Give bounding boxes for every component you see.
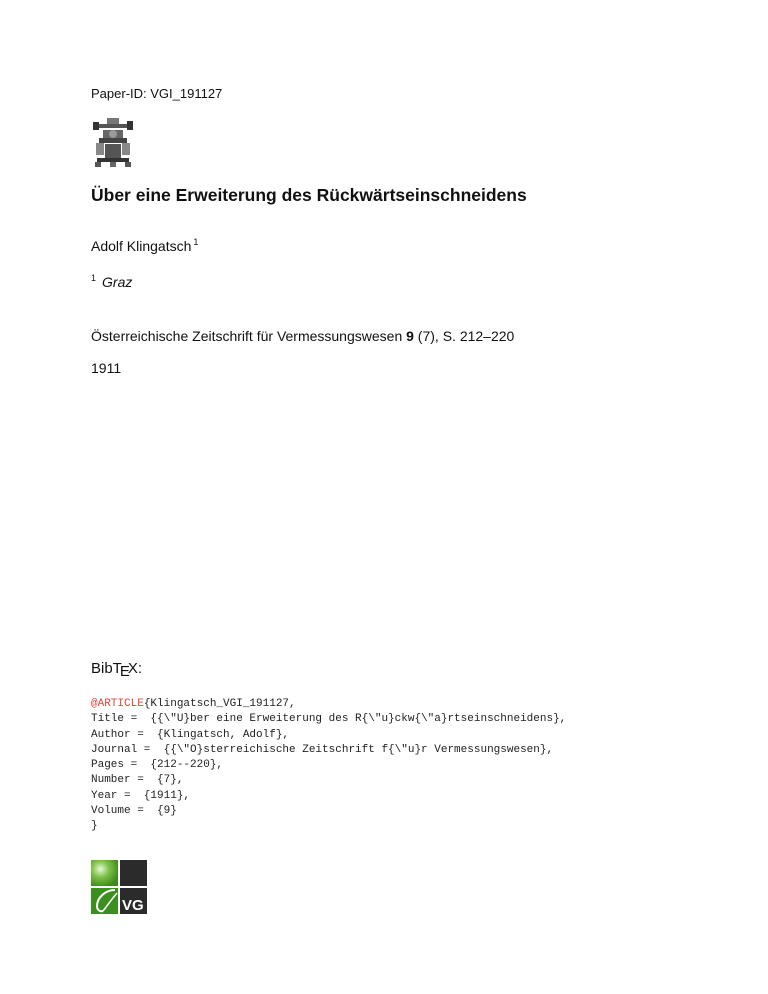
- author-line: [91, 237, 198, 254]
- journal-name: Österreichische Zeitschrift für Vermessungswesen: [91, 328, 407, 344]
- bibtex-line: Title = {{\"U}ber eine Erweiterung des R{\"u}ckw{\"a}rtseinschneidens},: [91, 713, 567, 726]
- bibtex-entry-type: @ARTICLE: [91, 698, 144, 710]
- bibtex-key: {Klingatsch_VGI_191127,: [143, 698, 296, 710]
- journal-issue-pages: (7), S. 212–220: [413, 328, 515, 344]
- surveying-instrument-icon: [91, 118, 135, 168]
- journal-citation: [91, 328, 514, 344]
- journal-volume: 9: [406, 328, 414, 344]
- paper-title: Über eine Erweiterung des Rückwärtseinschneidens: [91, 185, 527, 205]
- bibtex-line: Volume = {9}: [91, 805, 177, 818]
- affiliation-line: [91, 273, 132, 290]
- bibtex-line: Journal = {{\"O}sterreichische Zeitschrift f{\"u}r Vermessungswesen},: [91, 743, 554, 756]
- bibtex-line: Year = {1911},: [91, 789, 191, 802]
- bibtex-label-b: BibT: [91, 660, 122, 677]
- paper-id: Paper-ID: VGI_191127: [91, 86, 223, 101]
- affiliation-place: Graz: [102, 274, 133, 290]
- bibtex-label-e: E: [119, 663, 130, 680]
- bibtex-line: Number = {7},: [91, 774, 184, 787]
- bibtex-entry: [91, 697, 566, 835]
- bibtex-line: }: [91, 820, 98, 833]
- vg-logo: [91, 860, 147, 914]
- author-affiliation-marker: 1: [193, 237, 199, 247]
- bibtex-line: Author = {Klingatsch, Adolf},: [91, 728, 290, 741]
- author-name: Adolf Klingatsch: [91, 238, 192, 254]
- bibtex-label: [91, 660, 143, 680]
- bibtex-label-colon: :: [137, 660, 143, 677]
- vg-logo-text: VG: [122, 897, 144, 914]
- affiliation-marker: 1: [91, 273, 97, 283]
- bibtex-label-x: X: [127, 660, 138, 677]
- publication-year: 1911: [91, 360, 122, 376]
- bibtex-line: Pages = {212--220},: [91, 759, 224, 772]
